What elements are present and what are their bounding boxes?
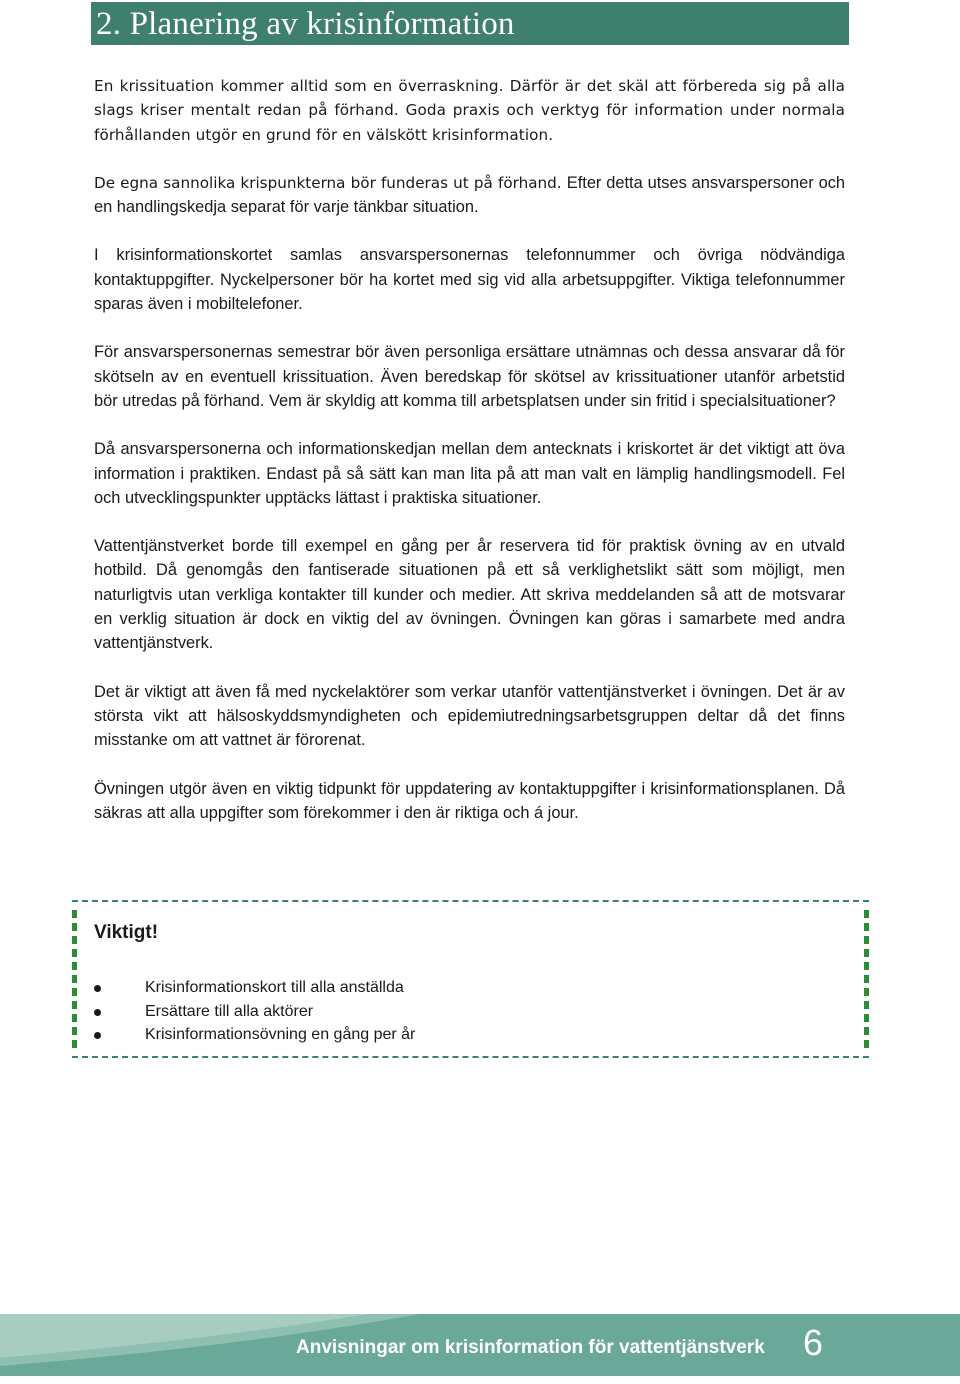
important-box bbox=[72, 900, 869, 1058]
list-item-text: Ersättare till alla aktörer bbox=[145, 1002, 314, 1020]
bullet-icon bbox=[94, 985, 101, 992]
list-item-text: Krisinformationsövning en gång per år bbox=[145, 1026, 416, 1043]
paragraph-2-lead: De egna sannolika krispunkterna bör funderas ut på förhand. bbox=[94, 173, 562, 192]
list-item-text: Krisinformationskort till alla anställda bbox=[145, 979, 404, 996]
bullet-icon bbox=[94, 1009, 101, 1016]
paragraph-1: En krissituation kommer alltid som en överraskning. Därför är det skäl att förbereda sig på alla slags kriser mentalt redan på förhand. Goda praxis och verktyg för information under normala förhållanden utgör en grund för en välskött krisinformation. bbox=[94, 77, 845, 144]
list-item bbox=[94, 1000, 415, 1024]
important-list bbox=[94, 976, 415, 1047]
list-item bbox=[94, 976, 415, 1000]
box-right-border bbox=[864, 910, 869, 1048]
paragraph-6: Vattentjänstverket borde till exempel en gång per år reservera tid för praktisk övning av en utvald hotbild. Då genomgås den fantiserade situationen på ett så verklighetslikt sätt som möjligt, men naturligtvis utan verkliga kontakter till kunder och medier. Att skriva meddelanden så att de motsvarar en verklig situation är dock en viktig del av övningen. Övningen kan göras i samarbete med andra vattentjänstverk. bbox=[94, 537, 845, 653]
footer-title: Anvisningar om krisinformation för vattentjänstverk bbox=[296, 1337, 765, 1358]
main-content bbox=[94, 74, 845, 849]
page-heading: 2. Planering av krisinformation bbox=[96, 6, 515, 42]
page-number: 6 bbox=[803, 1322, 824, 1363]
heading-bar bbox=[91, 2, 849, 45]
important-box-title: Viktigt! bbox=[94, 922, 159, 943]
paragraph-8: Övningen utgör även en viktig tidpunkt för uppdatering av kontaktuppgifter i krisinformationsplanen. Då säkras att alla uppgifter som förekommer i den är riktiga och á jour. bbox=[94, 779, 845, 822]
paragraph-5: Då ansvarspersonerna och informationskedjan mellan dem antecknats i kriskortet är det viktigt att öva information i praktiken. Endast på så sätt kan man lita på att man valt en lämplig handlingsmodell. Fel och utvecklingspunkter upptäcks lättast i praktiska situationer. bbox=[94, 440, 845, 507]
paragraph-4: För ansvarspersonernas semestrar bör även personliga ersättare utnämnas och dessa ansvarar då för skötseln av en eventuell krissituation. Även beredskap för skötsel av krissituationer utanför arbetstid bör utredas på förhand. Vem är skyldig att komma till arbetsplatsen under sin fritid i specialsituationer? bbox=[94, 343, 845, 410]
box-left-border bbox=[72, 910, 77, 1048]
paragraph-3: I krisinformationskortet samlas ansvarspersonernas telefonnummer och övriga nödvändiga kontaktuppgifter. Nyckelpersoner bör ha kortet med sig vid alla arbetsuppgifter. Viktiga telefonnummer sparas även i mobiltelefoner. bbox=[94, 246, 845, 314]
paragraph-2-rest: Efter detta utses ansvarspersoner och en handlingskedja separat för varje tänkbar situation. bbox=[94, 173, 846, 217]
bullet-icon bbox=[94, 1032, 101, 1039]
paragraph-7: Det är viktigt att även få med nyckelaktörer som verkar utanför vattentjänstverket i övningen. Det är av största vikt att hälsoskyddsmyndigheten och epidemiutredningsarbetsgruppen deltar då det finns misstanke om att vattnet är förorenat. bbox=[94, 682, 845, 750]
paragraph-2 bbox=[94, 171, 845, 220]
list-item bbox=[94, 1023, 415, 1047]
